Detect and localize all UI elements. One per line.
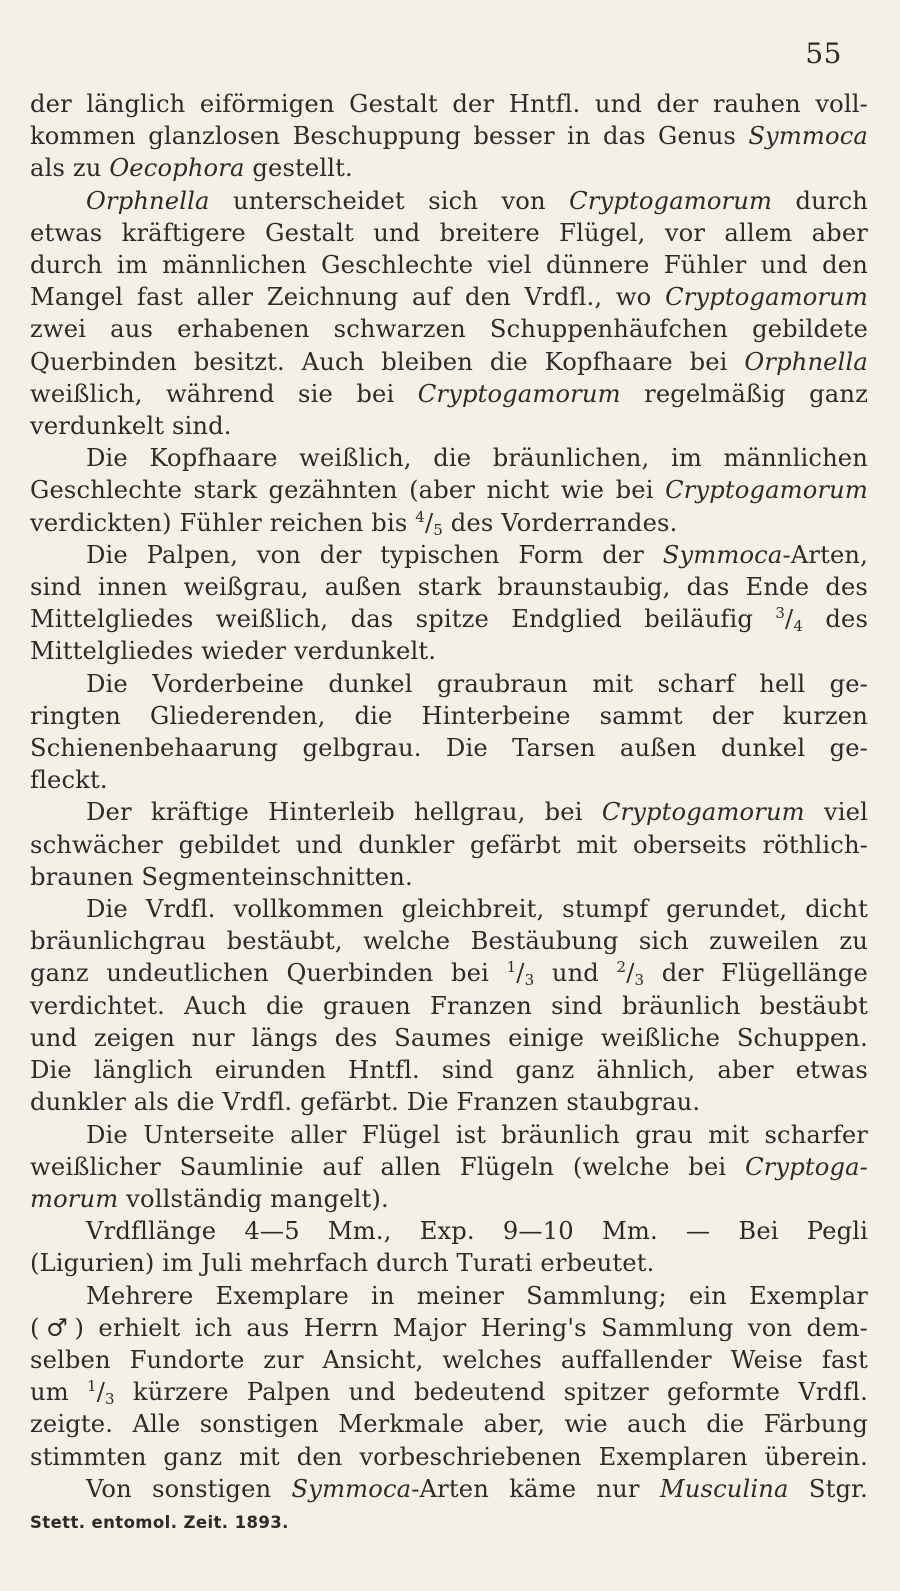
text-line [30,1086,868,1118]
text-line [30,1215,868,1247]
text-run: / [424,508,434,537]
text-run: um [30,1378,87,1407]
text-run: durch im männlichen Geschlechte viel dünnere Fühler und den [30,251,868,280]
text-run: -Arten, [782,540,868,569]
text-run: des Vorderrandes. [442,508,678,537]
text-line [30,1022,868,1054]
text-line [30,1441,868,1473]
text-run: zeigte. Alle sonstigen Merkmale aber, wie auch die Färbung [30,1410,868,1439]
text-run: dunkler als die Vrdfl. gefärbt. Die Franzen staubgrau. [30,1088,701,1117]
text-run: viel [804,798,868,827]
body-text [30,88,868,1505]
fraction-denominator: 5 [433,520,443,539]
text-line [30,829,868,861]
text-run: zwei aus erhabenen schwarzen Schuppenhäufchen gebildete [30,315,868,344]
fraction-numerator: 4 [415,507,425,526]
text-run: Die Vorderbeine dunkel graubraun mit scharf hell ge- [86,669,868,698]
fraction-numerator: 1 [87,1377,97,1396]
text-line [30,1247,868,1279]
italic-text: Symmoca [291,1474,412,1503]
text-run: und [534,959,617,988]
text-run: der Flügellänge [644,959,868,988]
text-line [30,185,868,217]
text-run: Die Kopfhaare weißlich, die bräunlichen, im männlichen [86,444,868,473]
text-line [30,957,868,989]
fraction-numerator: 1 [506,958,517,977]
text-run: als zu [30,154,110,183]
text-line [30,571,868,603]
text-run: kommen glanzlosen Beschuppung besser in das Genus [30,122,749,151]
text-line [30,990,868,1022]
text-run: stimmten ganz mit den vorbeschriebenen Exemplaren überein. [30,1442,868,1471]
fraction-denominator: 3 [105,1390,115,1409]
text-run: Stgr. [788,1474,868,1503]
text-run: gestellt. [244,154,353,183]
journal-signature: Stett. entomol. Zeit. 1893. [30,1512,289,1532]
text-run: ringten Gliederenden, die Hinterbeine sammt der kurzen [30,701,868,730]
text-line [30,635,868,667]
fraction-denominator: 3 [634,971,645,990]
italic-text: Cryptogamorum [665,476,868,505]
text-line [30,539,868,571]
text-run: und zeigen nur längs des Saumes einige weißliche Schuppen. [30,1023,868,1052]
text-run: weißlicher Saumlinie auf allen Flügeln (welche bei [30,1152,746,1181]
text-run: Mittelgliedes weißlich, das spitze Endglied beiläufig [30,605,776,634]
fraction-denominator: 3 [524,971,535,990]
italic-text: Symmoca [662,540,783,569]
text-run: Mangel fast aller Zeichnung auf den Vrdfl., wo [30,283,666,312]
text-run: kürzere Palpen und bedeutend spitzer geformte Vrdfl. [114,1378,868,1407]
italic-text: Cryptogamorum [417,379,621,408]
text-run: Mehrere Exemplare in meiner Sammlung; ein Exemplar [86,1281,868,1310]
italic-text: Cryptoga- [745,1152,868,1181]
text-run: / [516,959,525,988]
text-run: Querbinden besitzt. Auch bleiben die Kopfhaare bei [30,347,745,376]
text-line [30,217,868,249]
text-line [30,668,868,700]
italic-text: Cryptogamorum [601,798,805,827]
text-run: (Ligurien) im Juli mehrfach durch Turati erbeutet. [30,1249,655,1278]
fraction-denominator: 4 [793,617,804,636]
text-line [30,442,868,474]
text-run: vollständig mangelt). [118,1184,389,1213]
text-run: Geschlechte stark gezähnten (aber nicht wie bei [30,476,666,505]
text-run: Die Palpen, von der typischen Form der [86,540,663,569]
text-run: / [96,1378,106,1407]
text-run: durch [772,186,868,215]
italic-text: Oecophora [109,154,245,183]
text-run: des [803,605,869,634]
text-line [30,507,868,539]
text-line [30,313,868,345]
text-line [30,152,868,184]
text-line [30,1344,868,1376]
text-run: Vrdfllänge 4—5 Mm., Exp. 9—10 Mm. — Bei Pegli [86,1217,868,1246]
text-run: Schienenbehaarung gelbgrau. Die Tarsen außen dunkel ge- [30,734,868,763]
text-line [30,346,868,378]
text-line [30,378,868,410]
text-line [30,1183,868,1215]
text-line [30,603,868,635]
text-run: unterscheidet sich von [209,186,570,215]
text-run: ganz undeutlichen Querbinden bei [30,959,507,988]
text-run: braunen Segmenteinschnitten. [30,862,413,891]
text-run: der länglich eiförmigen Gestalt der Hntfl. und der rauhen voll- [30,90,868,118]
text-line [30,249,868,281]
text-run: sind innen weißgrau, außen stark braunstaubig, das Ende des [30,573,868,602]
text-run: -Arten käme nur [411,1474,660,1503]
text-run: verdickten) Fühler reichen bis [30,508,416,537]
text-line [30,410,868,442]
italic-text: Symmoca [748,122,868,151]
text-line [30,861,868,893]
text-line [30,474,868,506]
text-run: schwächer gebildet und dunkler gefärbt mit oberseits röthlich- [30,830,868,859]
text-line [30,88,868,120]
italic-text: Orphnella [86,186,210,215]
text-run: Die Vrdfl. vollkommen gleichbreit, stumpf gerundet, dicht [86,895,868,924]
text-line [30,764,868,796]
text-line [30,1119,868,1151]
text-run: fleckt. [30,766,108,795]
text-line [30,1054,868,1086]
text-run: Mittelgliedes wieder verdunkelt. [30,637,437,666]
text-run: verdichtet. Auch die grauen Franzen sind bräunlich bestäubt [30,991,868,1020]
italic-text: Musculina [659,1474,789,1503]
italic-text: morum [30,1184,119,1213]
text-run: Die Unterseite aller Flügel ist bräunlich grau mit scharfer [86,1120,868,1149]
page-number: 55 [805,37,842,70]
text-run: bräunlichgrau bestäubt, welche Bestäubung sich zuweilen zu [30,927,868,956]
text-line [30,893,868,925]
fraction-numerator: 2 [616,958,627,977]
text-line [30,1280,868,1312]
text-run: (♂) erhielt ich aus Herrn Major Hering's Sammlung von dem- [30,1313,868,1342]
text-line [30,120,868,152]
text-line [30,732,868,764]
italic-text: Orphnella [744,347,868,376]
text-line [30,1312,868,1344]
italic-text: Cryptogamorum [665,283,868,312]
text-line [30,281,868,313]
text-run: Die länglich eirunden Hntfl. sind ganz ähnlich, aber etwas [30,1056,868,1085]
text-run: / [626,959,635,988]
text-run: / [785,605,794,634]
text-run: Von sonstigen [86,1474,292,1503]
text-run: verdunkelt sind. [30,412,232,441]
text-run: selben Fundorte zur Ansicht, welches auffallender Weise fast [30,1345,868,1374]
text-line [30,1473,868,1505]
text-line [30,1376,868,1408]
text-line [30,1151,868,1183]
fraction-numerator: 3 [775,604,786,623]
text-run: Der kräftige Hinterleib hellgrau, bei [86,798,602,827]
text-line [30,796,868,828]
text-run: regelmäßig ganz [620,379,868,408]
italic-text: Cryptogamorum [569,186,773,215]
text-run: etwas kräftigere Gestalt und breitere Flügel, vor allem aber [30,218,868,247]
text-run: weißlich, während sie bei [30,379,418,408]
text-line [30,925,868,957]
text-line [30,700,868,732]
text-line [30,1408,868,1440]
